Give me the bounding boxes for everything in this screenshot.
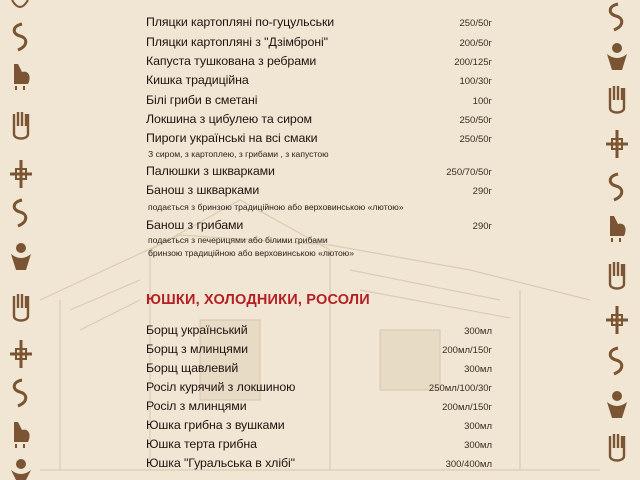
menu-item — [146, 361, 492, 379]
dish-name: Палюшки з шкварками — [146, 164, 275, 178]
menu-item — [146, 437, 492, 455]
dish-name: Пироги українські на всі смаки — [146, 131, 318, 145]
hook-icon — [8, 198, 32, 228]
hand-icon — [604, 258, 630, 294]
dish-portion: 290г — [472, 186, 492, 197]
dish-portion: 250/50г — [459, 134, 492, 145]
dish-name: Юшка "Гуральська в хлібі" — [146, 456, 295, 470]
hook-icon — [8, 22, 32, 52]
dish-portion: 200/125г — [454, 57, 492, 68]
dish-name: Кишка традиційна — [146, 73, 249, 87]
dish-portion: 250/70/50г — [446, 167, 492, 178]
dish-portion: 100г — [472, 96, 492, 107]
dish-portion: 300мл — [464, 421, 492, 432]
dish-portion: 250мл/100/30г — [428, 383, 492, 394]
dish-name: Локшина з цибулею та сиром — [146, 112, 312, 126]
menu-item — [146, 418, 492, 436]
menu-item — [146, 112, 492, 130]
left-ornament-border — [0, 0, 40, 480]
dish-portion: 100/30г — [459, 76, 492, 87]
dish-name: Банош з грибами — [146, 218, 244, 232]
dish-portion: 300мл — [464, 326, 492, 337]
menu-item — [146, 218, 492, 236]
dish-portion: 200мл/150г — [442, 345, 492, 356]
menu-item — [146, 183, 492, 201]
dish-portion: 300мл — [464, 440, 492, 451]
hook-icon — [8, 378, 32, 408]
dish-note: подається з бринзою традиційною або верховинською «лютою» — [148, 202, 404, 212]
dish-name: Юшка грибна з вушками — [146, 418, 285, 432]
hand-icon — [604, 82, 630, 118]
menu-item — [146, 399, 492, 417]
dish-name: Капуста тушкована з ребрами — [146, 54, 317, 68]
hand-icon — [8, 108, 34, 144]
menu-item — [146, 131, 492, 149]
dish-name: Росіл з млинцями — [146, 399, 247, 413]
right-ornament-border — [596, 0, 636, 480]
dish-note: бринзою традиційною або верховинською «лютою» — [148, 248, 355, 258]
dish-portion: 250/50г — [459, 115, 492, 126]
dish-name: Пляцки картопляні з "Дзімброні" — [146, 35, 328, 49]
dish-name: Росіл курячий з локшиною — [146, 380, 296, 394]
dish-name: Борщ український — [146, 323, 248, 337]
bird-icon — [8, 418, 34, 450]
dish-name: Борщ щавлевий — [146, 361, 239, 375]
hook-icon — [604, 346, 628, 376]
figure-icon — [8, 240, 34, 272]
menu-item — [146, 73, 492, 91]
menu-item — [146, 54, 492, 72]
dish-portion: 200/50г — [459, 38, 492, 49]
dish-portion: 300/400мл — [445, 459, 492, 470]
section-title: ЮШКИ, ХОЛОДНИКИ, РОСОЛИ — [146, 292, 370, 308]
dish-name: Білі гриби в сметані — [146, 93, 258, 107]
cross-icon — [8, 158, 34, 190]
cross-icon — [604, 304, 630, 336]
dish-note: З сиром, з картоплею, з грибами , з капустою — [148, 149, 329, 159]
dish-portion: 290г — [472, 221, 492, 232]
menu-item — [146, 15, 492, 33]
hand-icon — [8, 290, 34, 326]
dish-note: подається з печерицями або білими грибами — [148, 235, 328, 245]
dish-portion: 300мл — [464, 364, 492, 375]
menu-item — [146, 380, 492, 398]
dish-name: Юшка терта грибна — [146, 437, 257, 451]
cross-icon — [604, 128, 630, 160]
menu-item — [146, 93, 492, 111]
motif-icon — [8, 0, 32, 14]
bird-icon — [8, 60, 34, 92]
hook-icon — [604, 172, 628, 202]
menu-item — [146, 323, 492, 341]
dish-portion: 200мл/150г — [442, 402, 492, 413]
cross-icon — [8, 338, 34, 370]
dish-name: Пляцки картопляні по-гуцульськи — [146, 15, 335, 29]
hook-icon — [604, 2, 628, 32]
figure-icon — [604, 388, 630, 420]
hand-icon — [604, 430, 630, 466]
dish-name: Борщ з млинцями — [146, 342, 248, 356]
bird-icon — [604, 212, 630, 244]
figure-icon — [8, 456, 34, 480]
menu-item — [146, 35, 492, 53]
dish-name: Банош з шкварками — [146, 183, 260, 197]
dish-portion: 250/50г — [459, 18, 492, 29]
menu-item — [146, 164, 492, 182]
figure-icon — [604, 40, 630, 72]
menu-item — [146, 342, 492, 360]
menu-item — [146, 456, 492, 474]
